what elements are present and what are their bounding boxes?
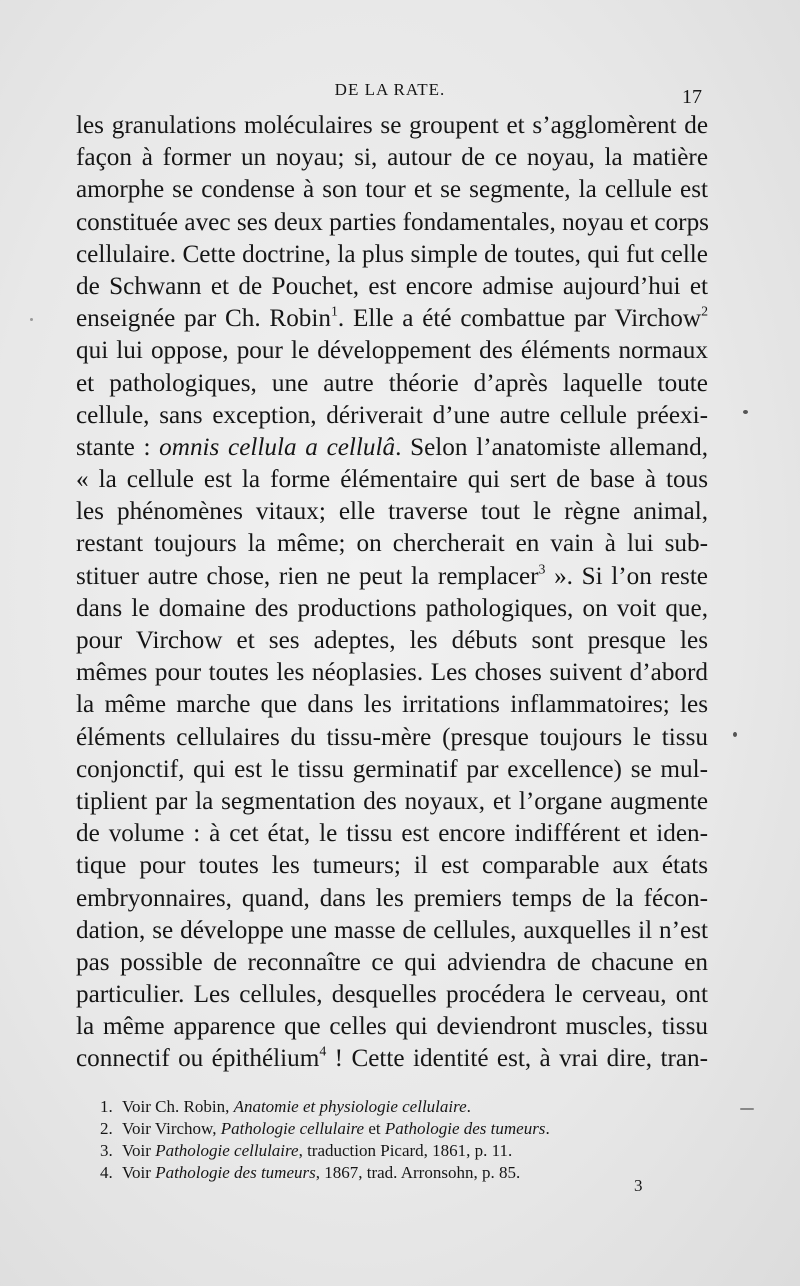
text-line: dans le domaine des productions pathologiques, on voit que, <box>76 594 708 622</box>
text-segment: . Elle a été combattue par Virchow <box>337 305 702 333</box>
text-line: les phénomènes vitaux; elle traverse tout le règne animal, <box>76 498 708 526</box>
footnote-title: Pathologie cellulaire <box>220 1119 365 1138</box>
running-header: DE LA RATE. <box>334 80 446 99</box>
text-segment: ». Si l’on reste <box>545 562 708 590</box>
footnote-number: 1. <box>100 1097 113 1116</box>
paper-speck <box>743 410 748 414</box>
text-line: mêmes pour toutes les néoplasies. Les choses suivent d’abord <box>76 659 708 687</box>
footnote-text: Voir <box>121 1163 156 1182</box>
text-line: éléments cellulaires du tissu-mère (presque toujours le tissu <box>76 723 708 751</box>
footnote-title: Pathologie des tumeurs <box>155 1163 316 1182</box>
text-line: constituée avec ses deux parties fondamentales, noyau et corps <box>76 208 709 236</box>
text-line: de volume : à cet état, le tissu est encore indifférent et iden- <box>76 820 708 848</box>
text-line: et pathologiques, une autre théorie d’après laquelle toute <box>76 369 708 397</box>
paper-speck <box>740 1108 754 1110</box>
text-line: embryonnaires, quand, dans les premiers temps de la fécon- <box>76 884 708 912</box>
footnote-ref: 2 <box>701 303 708 319</box>
footnote-text: Voir <box>121 1141 156 1160</box>
text-line: amorphe se condense à son tour et se segmente, la cellule est <box>76 176 708 204</box>
italic-phrase: omnis cellula a cellulâ <box>159 433 396 461</box>
text-line: tiplient par la segmentation des noyaux, et l’organe augmente <box>76 787 708 815</box>
footnote-text: Voir Ch. Robin, <box>121 1097 234 1116</box>
text-line: façon à former un noyau; si, autour de ce noyau, la matière <box>76 144 708 172</box>
page-number: 17 <box>682 86 702 108</box>
text-line: la même marche que dans les irritations inflammatoires; les <box>76 691 708 719</box>
text-segment: enseignée par Ch. Robin <box>76 305 331 333</box>
text-line: pour Virchow et ses adeptes, les débuts sont presque les <box>76 627 708 654</box>
paper-speck <box>733 732 737 737</box>
signature-mark: 3 <box>634 1176 643 1195</box>
text-line: les granulations moléculaires se groupent et s’agglomèrent de <box>76 112 708 139</box>
text-segment: stante : <box>76 433 160 461</box>
text-line: de Schwann et de Pouchet, est encore admise aujourd’hui et <box>76 272 708 300</box>
footnote-title: Pathologie cellulaire <box>155 1141 299 1160</box>
footnotes <box>100 1096 640 1184</box>
footnote <box>100 1162 640 1184</box>
text-line: « la cellule est la forme élémentaire qui sert de base à tous <box>76 466 708 494</box>
footnote-ref: 1 <box>330 303 338 319</box>
text-line: cellulaire. Cette doctrine, la plus simple de toutes, qui fut celle <box>76 240 708 268</box>
text-line: la même apparence que celles qui deviendront muscles, tissu <box>76 1013 708 1041</box>
footnote-text: . <box>545 1119 550 1138</box>
text-line <box>76 561 708 593</box>
text-line: restant toujours la même; on chercherait en vain à lui sub- <box>76 530 708 558</box>
footnote-ref: 3 <box>538 561 546 577</box>
footnote-text: , traduction Picard, 1861, p. 11. <box>298 1141 513 1160</box>
paper-speck <box>30 318 33 321</box>
footnote-number: 3. <box>100 1141 113 1160</box>
footnote-text: Voir Virchow, <box>121 1119 221 1138</box>
footnote-title: Pathologie des tumeurs <box>384 1119 546 1138</box>
text-line: qui lui oppose, pour le développement des éléments normaux <box>76 337 708 365</box>
text-line: dation, se développe une masse de cellules, auxquelles il n’est <box>76 916 708 944</box>
footnote-number: 4. <box>100 1163 113 1182</box>
text-line: particulier. Les cellules, desquelles procédera le cerveau, ont <box>76 981 708 1009</box>
footnote-number: 2. <box>100 1119 113 1138</box>
footnote-title: Anatomie et physiologie cellulaire <box>233 1097 467 1116</box>
text-line <box>76 1043 708 1075</box>
text-segment: connectif ou épithélium <box>76 1045 320 1073</box>
text-line <box>76 432 708 464</box>
text-line: pas possible de reconnaître ce qui adviendra de chacune en <box>76 948 708 976</box>
text-line <box>76 303 708 335</box>
text-segment: stituer autre chose, rien ne peut la remplacer <box>76 562 539 590</box>
text-segment: . Selon l’anatomiste allemand, <box>395 433 709 461</box>
footnote <box>100 1118 640 1140</box>
text-line: conjonctif, qui est le tissu germinatif par excellence) se mul- <box>76 755 708 783</box>
text-line: tique pour toutes les tumeurs; il est comparable aux états <box>76 852 708 880</box>
text-segment: ! Cette identité est, à vrai dire, tran- <box>326 1045 708 1073</box>
footnote-text: , 1867, trad. Arronsohn, p. 85. <box>315 1163 521 1182</box>
footnote-text: . <box>466 1097 471 1116</box>
footnote-text: et <box>364 1119 385 1138</box>
text-line: cellule, sans exception, dériverait d’une autre cellule préexi- <box>76 401 708 429</box>
footnote <box>100 1140 640 1162</box>
footnote <box>100 1096 640 1118</box>
body-text <box>76 110 708 1076</box>
footnote-ref: 4 <box>319 1044 327 1060</box>
